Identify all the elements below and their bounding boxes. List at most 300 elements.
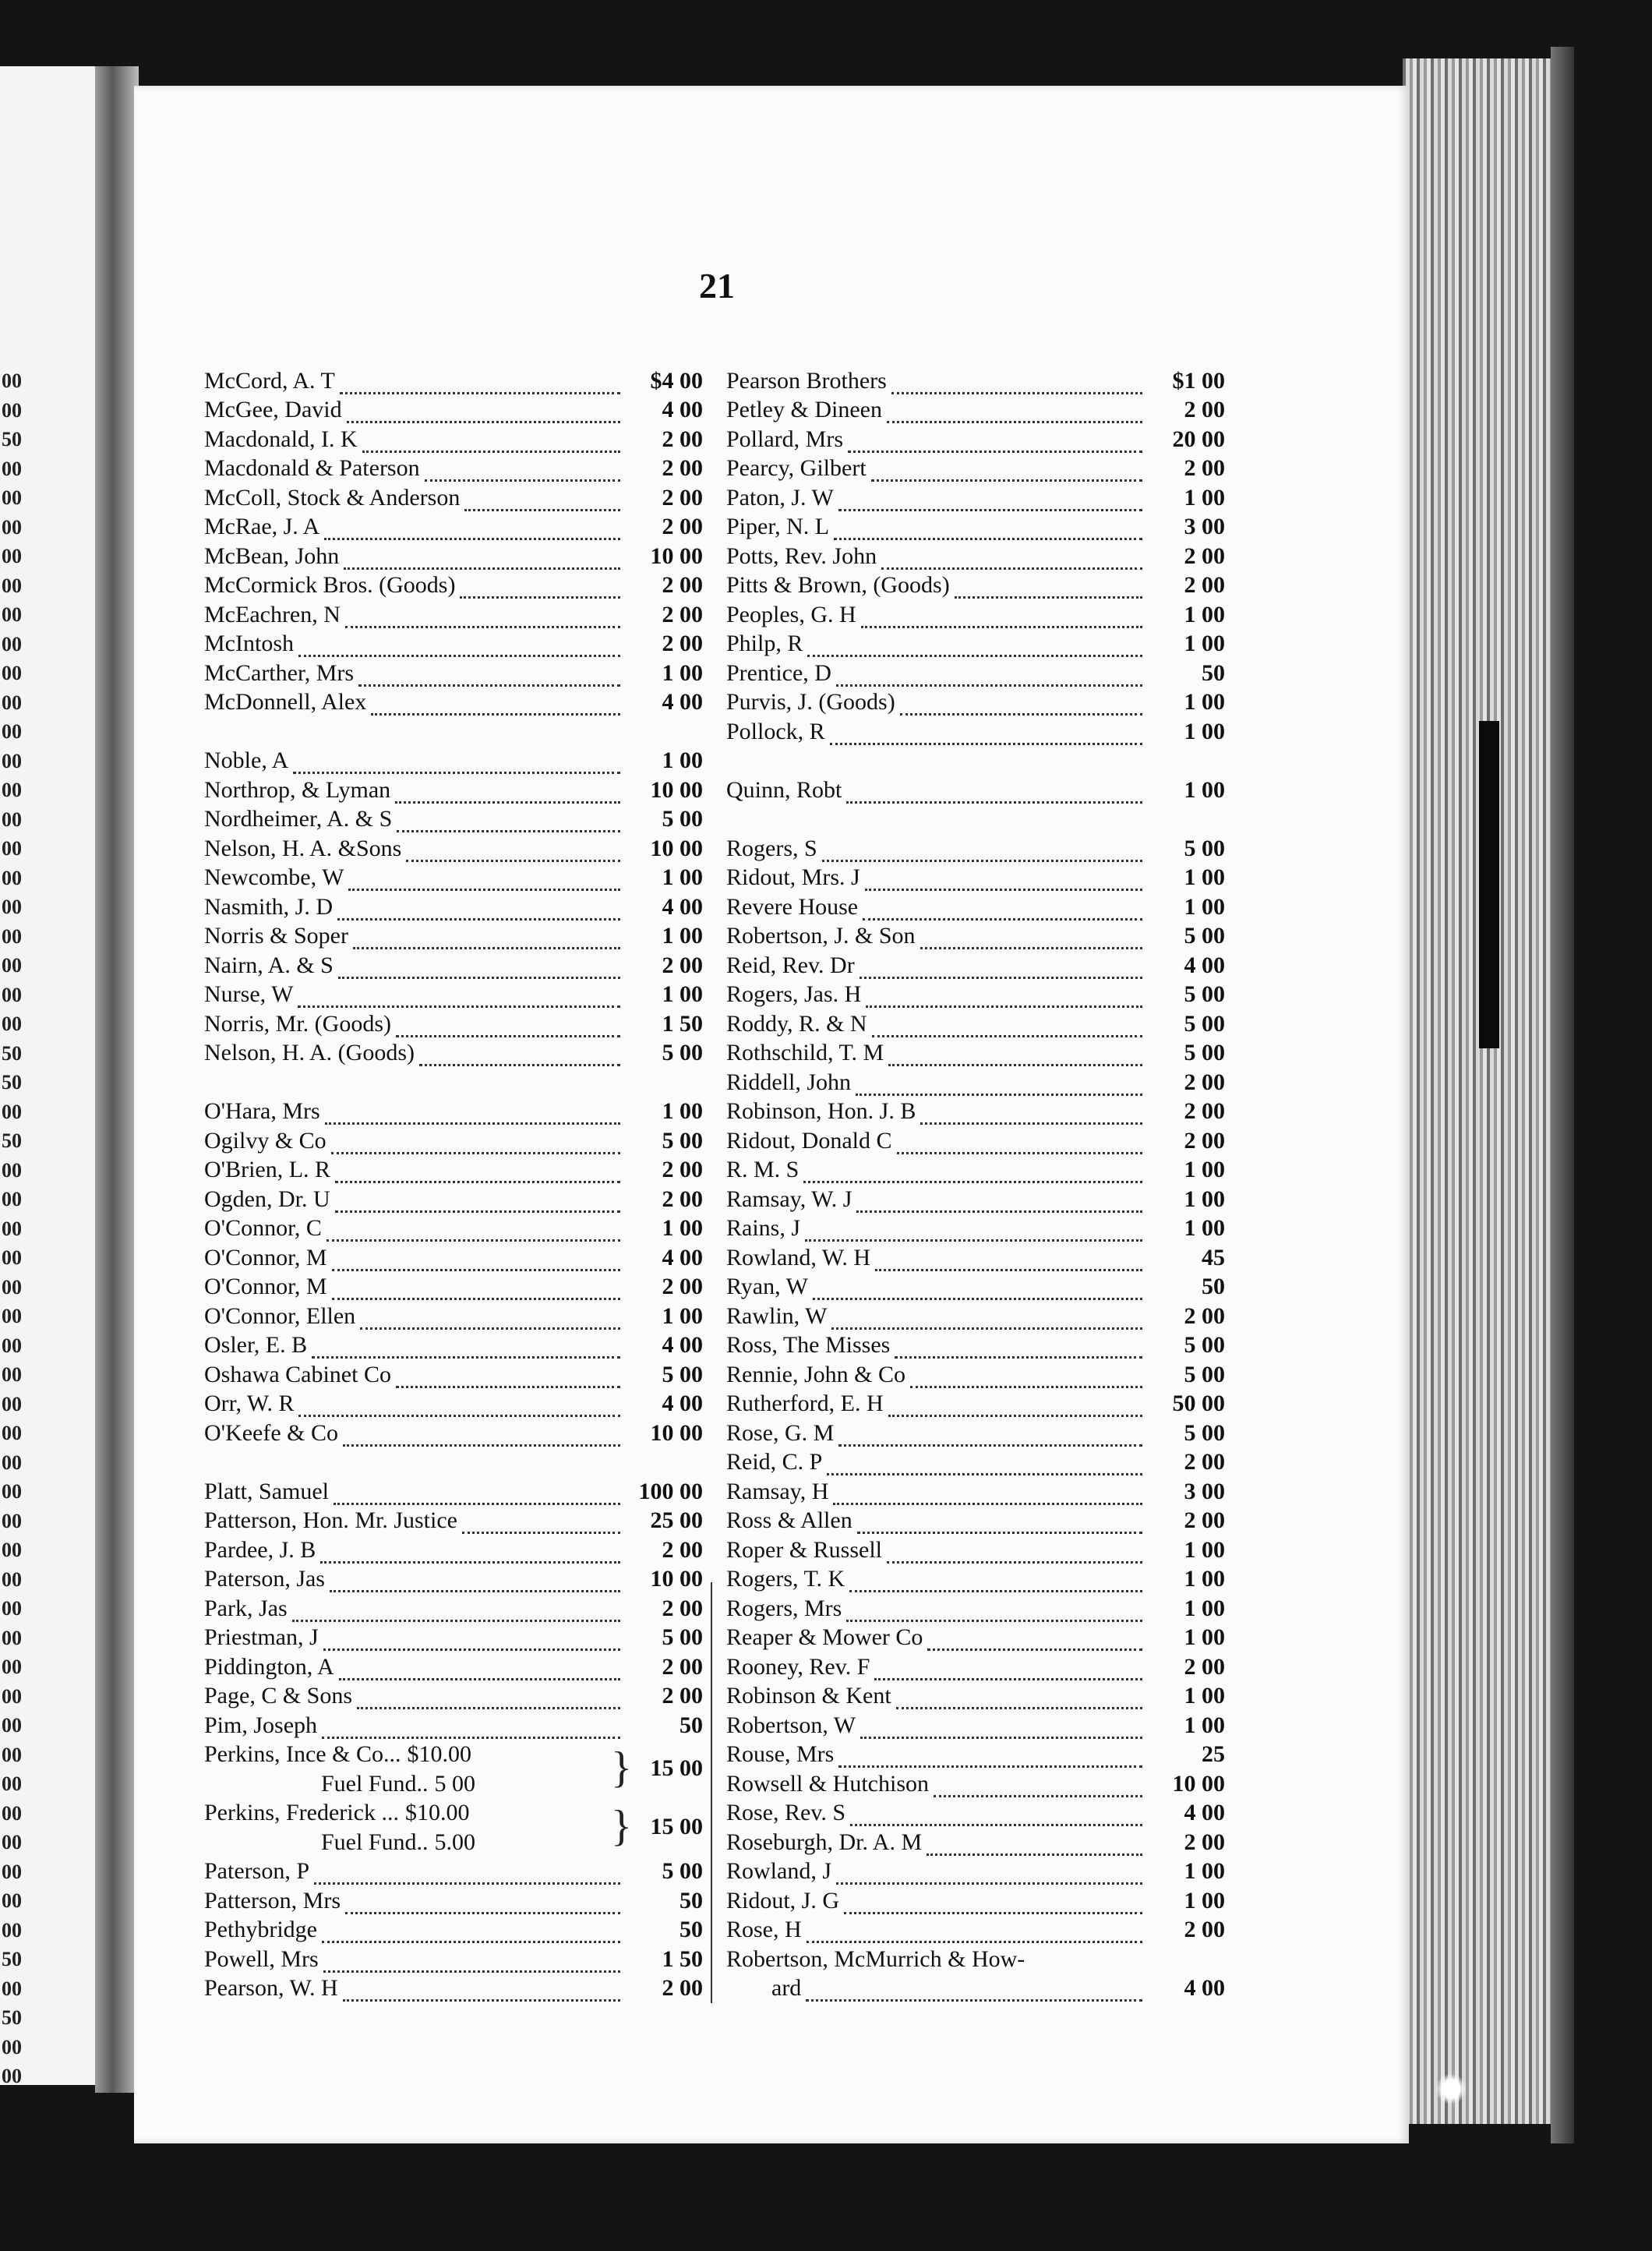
leader-dots [358, 661, 620, 687]
leader-dots [335, 1187, 620, 1213]
facing-page-amount: 00 [2, 866, 22, 889]
subscriber-entry [726, 862, 1225, 892]
subscriber-name: Prentice, D [726, 659, 831, 686]
leader-dots [396, 1362, 620, 1388]
subscription-amount: 5 00 [1184, 923, 1225, 949]
subscriber-entry [726, 1388, 1225, 1418]
subscriber-name: Robertson, McMurrich & How- [726, 1945, 1025, 1972]
facing-page-amount: 00 [2, 1656, 22, 1678]
subscription-amount: 2 00 [1184, 1127, 1225, 1154]
subscriber-entry [726, 1008, 1225, 1037]
subscriber-entry [726, 1885, 1225, 1914]
subscription-amount: 2 00 [662, 455, 703, 481]
subscriber-name: O'Hara, Mrs [204, 1098, 320, 1124]
facing-page-amount: 00 [2, 837, 22, 860]
subscription-amount: 2 00 [662, 1975, 703, 2001]
subscriber-entry [204, 1475, 703, 1505]
subscriber-entry [204, 1008, 703, 1037]
leader-dots [856, 1187, 1142, 1213]
subscriber-entry [726, 1739, 1225, 1769]
subscriber-entry [204, 1213, 703, 1242]
leader-dots [900, 690, 1142, 716]
subscriber-name: Purvis, J. (Goods) [726, 689, 895, 715]
leader-dots [910, 1362, 1142, 1388]
subscriber-name: Robinson & Kent [726, 1683, 891, 1709]
subscription-amount: 3 00 [1184, 1478, 1225, 1504]
bracketed-lines [204, 1739, 611, 1797]
subscription-amount: 2 00 [1184, 1507, 1225, 1533]
subscription-amount: 5 00 [1184, 835, 1225, 861]
leader-dots [849, 1567, 1142, 1592]
subscription-amount: 2 00 [1184, 1098, 1225, 1124]
leader-dots [337, 895, 620, 921]
subscription-amount: 5 00 [662, 1624, 703, 1650]
subscriber-name: McRae, J. A [204, 514, 320, 539]
subscription-amount: 1 00 [662, 1215, 703, 1241]
facing-page-amount: 00 [2, 1246, 22, 1269]
subscriber-name: Rooney, Rev. F [726, 1653, 870, 1680]
subscription-amount: 2 00 [662, 1274, 703, 1299]
facing-page-amount: 00 [2, 1363, 22, 1386]
subscription-amount: 4 00 [662, 893, 703, 920]
subscription-amount: 1 00 [1184, 1157, 1225, 1182]
subscriber-name: Ramsay, H [726, 1478, 829, 1504]
leader-dots [888, 1391, 1142, 1417]
subscriber-entry [204, 570, 703, 599]
subscription-amount: 50 [1202, 659, 1225, 686]
leader-dots [406, 836, 620, 862]
leader-dots [846, 778, 1142, 804]
facing-page-amount: 00 [2, 1860, 22, 1883]
subscriber-name: Nairn, A. & S [204, 952, 334, 978]
facing-page-amount: 00 [2, 1714, 22, 1737]
facing-page-amount: 00 [2, 486, 22, 509]
leader-dots [397, 807, 620, 832]
leader-dots [298, 982, 620, 1008]
subscriber-entry [726, 921, 1225, 950]
facing-page-amount: 00 [2, 1889, 22, 1912]
leader-dots [464, 486, 620, 511]
facing-page-amount: 50 [2, 1041, 22, 1065]
subscription-amount: 3 00 [1184, 514, 1225, 539]
leader-dots [822, 836, 1142, 862]
subscription-amount: 1 00 [1184, 1186, 1225, 1212]
leader-dots [325, 1099, 620, 1125]
partial-amount: 5.00 [434, 1829, 476, 1855]
subscription-amount: 2 00 [662, 1536, 703, 1563]
facing-page-amount: 00 [2, 1772, 22, 1795]
leader-dots [863, 895, 1142, 921]
page-number: 21 [699, 266, 735, 306]
subscription-amount: 4 00 [1184, 952, 1225, 978]
subscriber-entry [726, 1709, 1225, 1739]
subscription-amount: 2 00 [1184, 1449, 1225, 1475]
subscriber-name: Northrop, & Lyman [204, 776, 391, 803]
leader-dots [298, 1391, 620, 1417]
facing-page-amount: 00 [2, 1509, 22, 1532]
book-gutter [95, 66, 139, 2093]
subscriber-name: McBean, John [204, 542, 340, 569]
subscription-amount: 100 00 [638, 1478, 703, 1504]
facing-page-amount: 00 [2, 1480, 22, 1503]
bracketed-lines [204, 1797, 611, 1856]
leader-dots [955, 573, 1142, 599]
leader-dots [312, 1333, 620, 1359]
subscriber-entry [204, 891, 703, 921]
leader-dots [827, 1450, 1142, 1475]
subscriber-entry [726, 1856, 1225, 1885]
facing-page-amount-column [2, 366, 25, 2091]
subscription-amount: 1 00 [662, 864, 703, 890]
subscriber-entry [204, 862, 703, 892]
subscriber-name: McColl, Stock & Anderson [204, 484, 461, 511]
subscriber-name: Paton, J. W [726, 484, 834, 511]
facing-page-amount: 00 [2, 632, 22, 656]
subscriber-name: Orr, W. R [204, 1391, 295, 1416]
column-divider [711, 1582, 712, 2003]
partial-amount: 5 00 [434, 1770, 476, 1797]
subscription-amount: 2 00 [662, 572, 703, 598]
facing-page-amount: 50 [2, 1948, 22, 1970]
subscriber-entry [726, 774, 1225, 804]
subscriber-name: Reid, C. P [726, 1449, 823, 1475]
subscriber-name: Rothschild, T. M [726, 1040, 884, 1065]
subscriber-name: Rose, G. M [726, 1419, 835, 1446]
leader-dots [836, 661, 1142, 687]
subscriber-name: O'Connor, M [204, 1244, 327, 1270]
leader-dots [881, 544, 1142, 570]
facing-page-amount: 00 [2, 398, 22, 422]
subscriber-name: Pardee, J. B [204, 1536, 316, 1563]
subscriber-entry [726, 423, 1225, 453]
leader-dots [838, 1742, 1142, 1768]
leader-dots [322, 1917, 620, 1943]
subscriber-name: McDonnell, Alex [204, 689, 367, 715]
subscriber-entry [726, 540, 1225, 570]
leader-dots [324, 514, 620, 540]
subscription-amount: 1 00 [1184, 1215, 1225, 1241]
subscription-amount: 1 00 [1184, 893, 1225, 920]
subscription-amount: 2 00 [1184, 455, 1225, 481]
subscriber-entry [204, 1359, 703, 1388]
subscriber-name: Oshawa Cabinet Co [204, 1361, 391, 1387]
subscriber-name: Robinson, Hon. J. B [726, 1098, 916, 1124]
subscription-amount: 1 00 [1184, 776, 1225, 803]
subscription-amount: 5 00 [1184, 981, 1225, 1007]
subscriber-entry [726, 1505, 1225, 1535]
subscription-amount: 2 00 [1184, 1829, 1225, 1855]
facing-page-amount: 00 [2, 807, 22, 831]
leader-dots [419, 1041, 620, 1066]
subscriber-name: Roseburgh, Dr. A. M [726, 1829, 923, 1855]
subscriber-name: Nelson, H. A. (Goods) [204, 1040, 415, 1065]
leader-dots [844, 1889, 1142, 1914]
subscriber-entry [726, 511, 1225, 541]
subscription-amount: 4 00 [1184, 1975, 1225, 2001]
book-cover-edge [1551, 47, 1574, 2143]
subscriber-name: McIntosh [204, 631, 294, 656]
subscriber-entry [726, 687, 1225, 716]
subscriber-name: Robertson, W [726, 1712, 856, 1738]
subscriber-name: Petley & Dineen [726, 397, 882, 422]
subscription-amount: 1 00 [662, 981, 703, 1007]
subscriber-name: Pim, Joseph [204, 1712, 318, 1738]
subscription-amount: 1 00 [662, 923, 703, 949]
leader-dots [340, 369, 620, 394]
subscription-amount: 1 00 [1184, 1858, 1225, 1884]
leader-dots [865, 865, 1142, 891]
leader-dots [848, 427, 1142, 453]
facing-page-amount: 00 [2, 1158, 22, 1182]
subscriber-name: Ramsay, W. J [726, 1186, 852, 1212]
subscriber-entry [204, 482, 703, 511]
subscription-amount: 2 00 [662, 601, 703, 627]
leader-dots [362, 427, 620, 453]
subscriber-name: Rowland, W. H [726, 1244, 871, 1270]
facing-page-amount: 00 [2, 691, 22, 714]
section-gap [726, 804, 1225, 833]
subscription-amount: 5 00 [1184, 1419, 1225, 1446]
subscription-amount: 2 00 [662, 484, 703, 511]
subscriber-entry [204, 979, 703, 1009]
facing-page-amount: 00 [2, 369, 22, 392]
section-gap [204, 716, 703, 745]
subscriber-entry [726, 1914, 1225, 1944]
subscriber-entry [204, 657, 703, 687]
facing-page-amount: 50 [2, 1071, 22, 1094]
subscriber-name: Ridout, Donald C [726, 1127, 892, 1154]
subscription-amount: 50 [680, 1887, 703, 1914]
facing-page-amount: 00 [2, 1275, 22, 1299]
facing-page-amount: 00 [2, 924, 22, 948]
leader-dots [866, 982, 1142, 1008]
subscriber-entry [204, 1096, 703, 1126]
subscriber-name: McCarther, Mrs [204, 659, 355, 686]
facing-page-amount: 00 [2, 1217, 22, 1240]
leader-dots [927, 1830, 1142, 1856]
subscriber-name: O'Connor, C [204, 1215, 322, 1241]
subscriber-name: Rogers, S [726, 835, 817, 861]
subscriber-entry [204, 1271, 703, 1301]
leader-dots [347, 398, 620, 423]
subscriber-name: O'Keefe & Co [204, 1419, 339, 1446]
subscription-amount: 2 00 [1184, 1302, 1225, 1329]
subscriber-name: Osler, E. B [204, 1332, 308, 1358]
leader-dots [343, 1976, 620, 2002]
curly-brace: } [611, 1743, 632, 1792]
subscriber-name: Rose, H [726, 1917, 802, 1942]
leader-dots [875, 1246, 1142, 1271]
subscriber-name: Pearson, W. H [204, 1975, 338, 2001]
leader-dots [334, 1479, 620, 1505]
subscriber-entry [726, 1680, 1225, 1710]
subscription-amount: 1 00 [662, 659, 703, 686]
subscriber-entry [726, 1300, 1225, 1330]
facing-page-amount: 00 [2, 1305, 22, 1327]
leader-dots [348, 865, 620, 891]
subscriber-entry [726, 716, 1225, 745]
leader-dots [344, 544, 620, 570]
leader-dots [395, 778, 620, 804]
subscriber-name: Piper, N. L [726, 514, 830, 539]
subscriber-name: Nasmith, J. D [204, 893, 333, 920]
subscriber-entry [204, 687, 703, 716]
subscriber-name: O'Connor, M [204, 1274, 327, 1299]
subscriber-name: Platt, Samuel [204, 1478, 329, 1504]
subscription-amount: 15 00 [650, 1813, 703, 1839]
leader-dots [895, 1333, 1142, 1359]
subscriber-name: Rose, Rev. S [726, 1800, 846, 1825]
leader-dots [332, 1274, 620, 1300]
subscriber-name: Peoples, G. H [726, 601, 856, 627]
leader-dots [314, 1859, 620, 1885]
subscriber-name: Ogden, Dr. U [204, 1186, 330, 1212]
leader-dots [920, 924, 1142, 949]
leader-dots [833, 1479, 1142, 1505]
facing-page-amount: 00 [2, 2035, 22, 2058]
subscriber-name: Pitts & Brown, (Goods) [726, 572, 950, 598]
subscription-amount: 2 00 [662, 426, 703, 452]
subscription-amount: 2 00 [662, 1595, 703, 1621]
leader-dots [838, 486, 1142, 511]
subscriber-entry [204, 1651, 703, 1680]
leader-dots [846, 1596, 1142, 1622]
leader-dots [861, 603, 1142, 628]
subscriber-name: R. M. S [726, 1157, 800, 1182]
bracketed-entry [204, 1797, 703, 1856]
subscriber-entry [726, 1768, 1225, 1797]
leader-dots [807, 1917, 1142, 1943]
subscription-amount: 50 00 [1172, 1391, 1225, 1416]
subscription-amount: 1 00 [1184, 1536, 1225, 1563]
subscription-amount: 2 00 [1184, 542, 1225, 569]
leader-dots [806, 1976, 1142, 2002]
leader-dots [860, 953, 1142, 979]
subscriber-entry [204, 1505, 703, 1535]
subscriber-entry [726, 1154, 1225, 1184]
facing-page-amount: 00 [2, 1918, 22, 1942]
subscriber-entry [204, 1183, 703, 1213]
leader-dots [327, 1216, 620, 1242]
leader-dots [462, 1508, 620, 1534]
subscriber-name: Rogers, Jas. H [726, 981, 862, 1007]
leader-dots [353, 924, 620, 949]
subscription-amount: 1 00 [1184, 1566, 1225, 1592]
subscription-amount: 1 00 [1184, 631, 1225, 656]
subscriber-name: Perkins, Ince & Co... [204, 1741, 401, 1767]
subscriber-entry [204, 921, 703, 950]
subscriber-entry [204, 1154, 703, 1184]
subscriber-entry [204, 365, 703, 394]
subscription-amount: 1 00 [1184, 1624, 1225, 1650]
subscription-amount: 1 00 [1184, 601, 1225, 627]
subscriber-entry [726, 891, 1225, 921]
subscriber-name: Rutherford, E. H [726, 1391, 884, 1416]
leader-dots [338, 953, 620, 979]
subscriber-name: Powell, Mrs [204, 1945, 319, 1972]
facing-page-amount: 00 [2, 1539, 22, 1561]
leader-dots [293, 748, 620, 774]
leader-dots [332, 1246, 620, 1271]
subscriber-name: Philp, R [726, 631, 803, 656]
subscriber-entry [726, 628, 1225, 658]
subscription-amount: 5 00 [662, 806, 703, 832]
subscriber-entry [726, 1417, 1225, 1447]
subscriber-name: Piddington, A [204, 1653, 334, 1680]
subscriber-entry [204, 1709, 703, 1739]
facing-page-amount: 00 [2, 662, 22, 684]
subscription-amount: 2 00 [662, 631, 703, 656]
subscription-amount: 1 00 [1184, 1887, 1225, 1914]
subscription-amount: 1 00 [1184, 864, 1225, 890]
subscriber-entry [204, 1534, 703, 1564]
bracketed-line [204, 1826, 611, 1856]
subscriber-entry [726, 657, 1225, 687]
subscription-amount: 2 00 [1184, 397, 1225, 422]
right-subscriber-column [726, 365, 1225, 2002]
facing-page-amount: 00 [2, 1977, 22, 2000]
subscriber-entry [204, 1300, 703, 1330]
subscription-amount: 2 00 [662, 1186, 703, 1212]
leader-dots [934, 1772, 1142, 1797]
subscription-amount: 10 00 [650, 776, 703, 803]
partial-amount: $10.00 [407, 1741, 471, 1767]
subscriber-name: Macdonald, I. K [204, 426, 358, 452]
leader-dots [803, 1157, 1142, 1183]
subscription-amount: 10 00 [650, 835, 703, 861]
subscriber-name: Pethybridge [204, 1917, 317, 1942]
leader-dots [396, 1012, 620, 1037]
leader-dots [292, 1596, 620, 1622]
facing-page-amount: 00 [2, 515, 22, 539]
subscription-amount: 1 00 [662, 747, 703, 773]
subscriber-entry [726, 394, 1225, 424]
facing-page-amount: 00 [2, 457, 22, 480]
fund-label: Fuel Fund.. [321, 1829, 429, 1855]
subscription-amount: 5 00 [1184, 1040, 1225, 1065]
subscriber-entry [204, 599, 703, 628]
subscriber-name: Paterson, Jas [204, 1566, 325, 1592]
subscriber-entry [726, 832, 1225, 862]
facing-page-amount: 00 [2, 574, 22, 597]
curly-brace: } [611, 1801, 632, 1850]
facing-page-amount: 00 [2, 1422, 22, 1444]
facing-page-amount: 00 [2, 720, 22, 743]
subscription-amount: 2 00 [1184, 1917, 1225, 1942]
leader-dots [425, 456, 620, 482]
bracketed-entry [204, 1739, 703, 1797]
subscriber-name: Ryan, W [726, 1274, 808, 1299]
partial-amount: $10.00 [404, 1800, 470, 1825]
facing-page-amount: 00 [2, 1100, 22, 1123]
subscription-amount: 5 00 [662, 1040, 703, 1065]
leader-dots [320, 1538, 620, 1564]
leader-dots [371, 690, 620, 716]
subscriber-name: Ridout, J. G [726, 1887, 840, 1914]
subscriber-name: Ross & Allen [726, 1507, 852, 1533]
subscription-amount: 1 00 [1184, 1595, 1225, 1621]
subscription-amount: 5 00 [662, 1858, 703, 1884]
subscriber-entry [726, 949, 1225, 979]
facing-page-amount: 00 [2, 1626, 22, 1649]
subscription-amount: 1 00 [1184, 718, 1225, 744]
subscription-amount: 5 00 [1184, 1010, 1225, 1037]
subscription-amount: 25 [1202, 1741, 1225, 1767]
subscriber-entry [726, 1242, 1225, 1271]
subscription-amount: 50 [1202, 1274, 1225, 1299]
subscriber-name: McCormick Bros. (Goods) [204, 572, 456, 598]
subscriber-name: Priestman, J [204, 1624, 319, 1650]
